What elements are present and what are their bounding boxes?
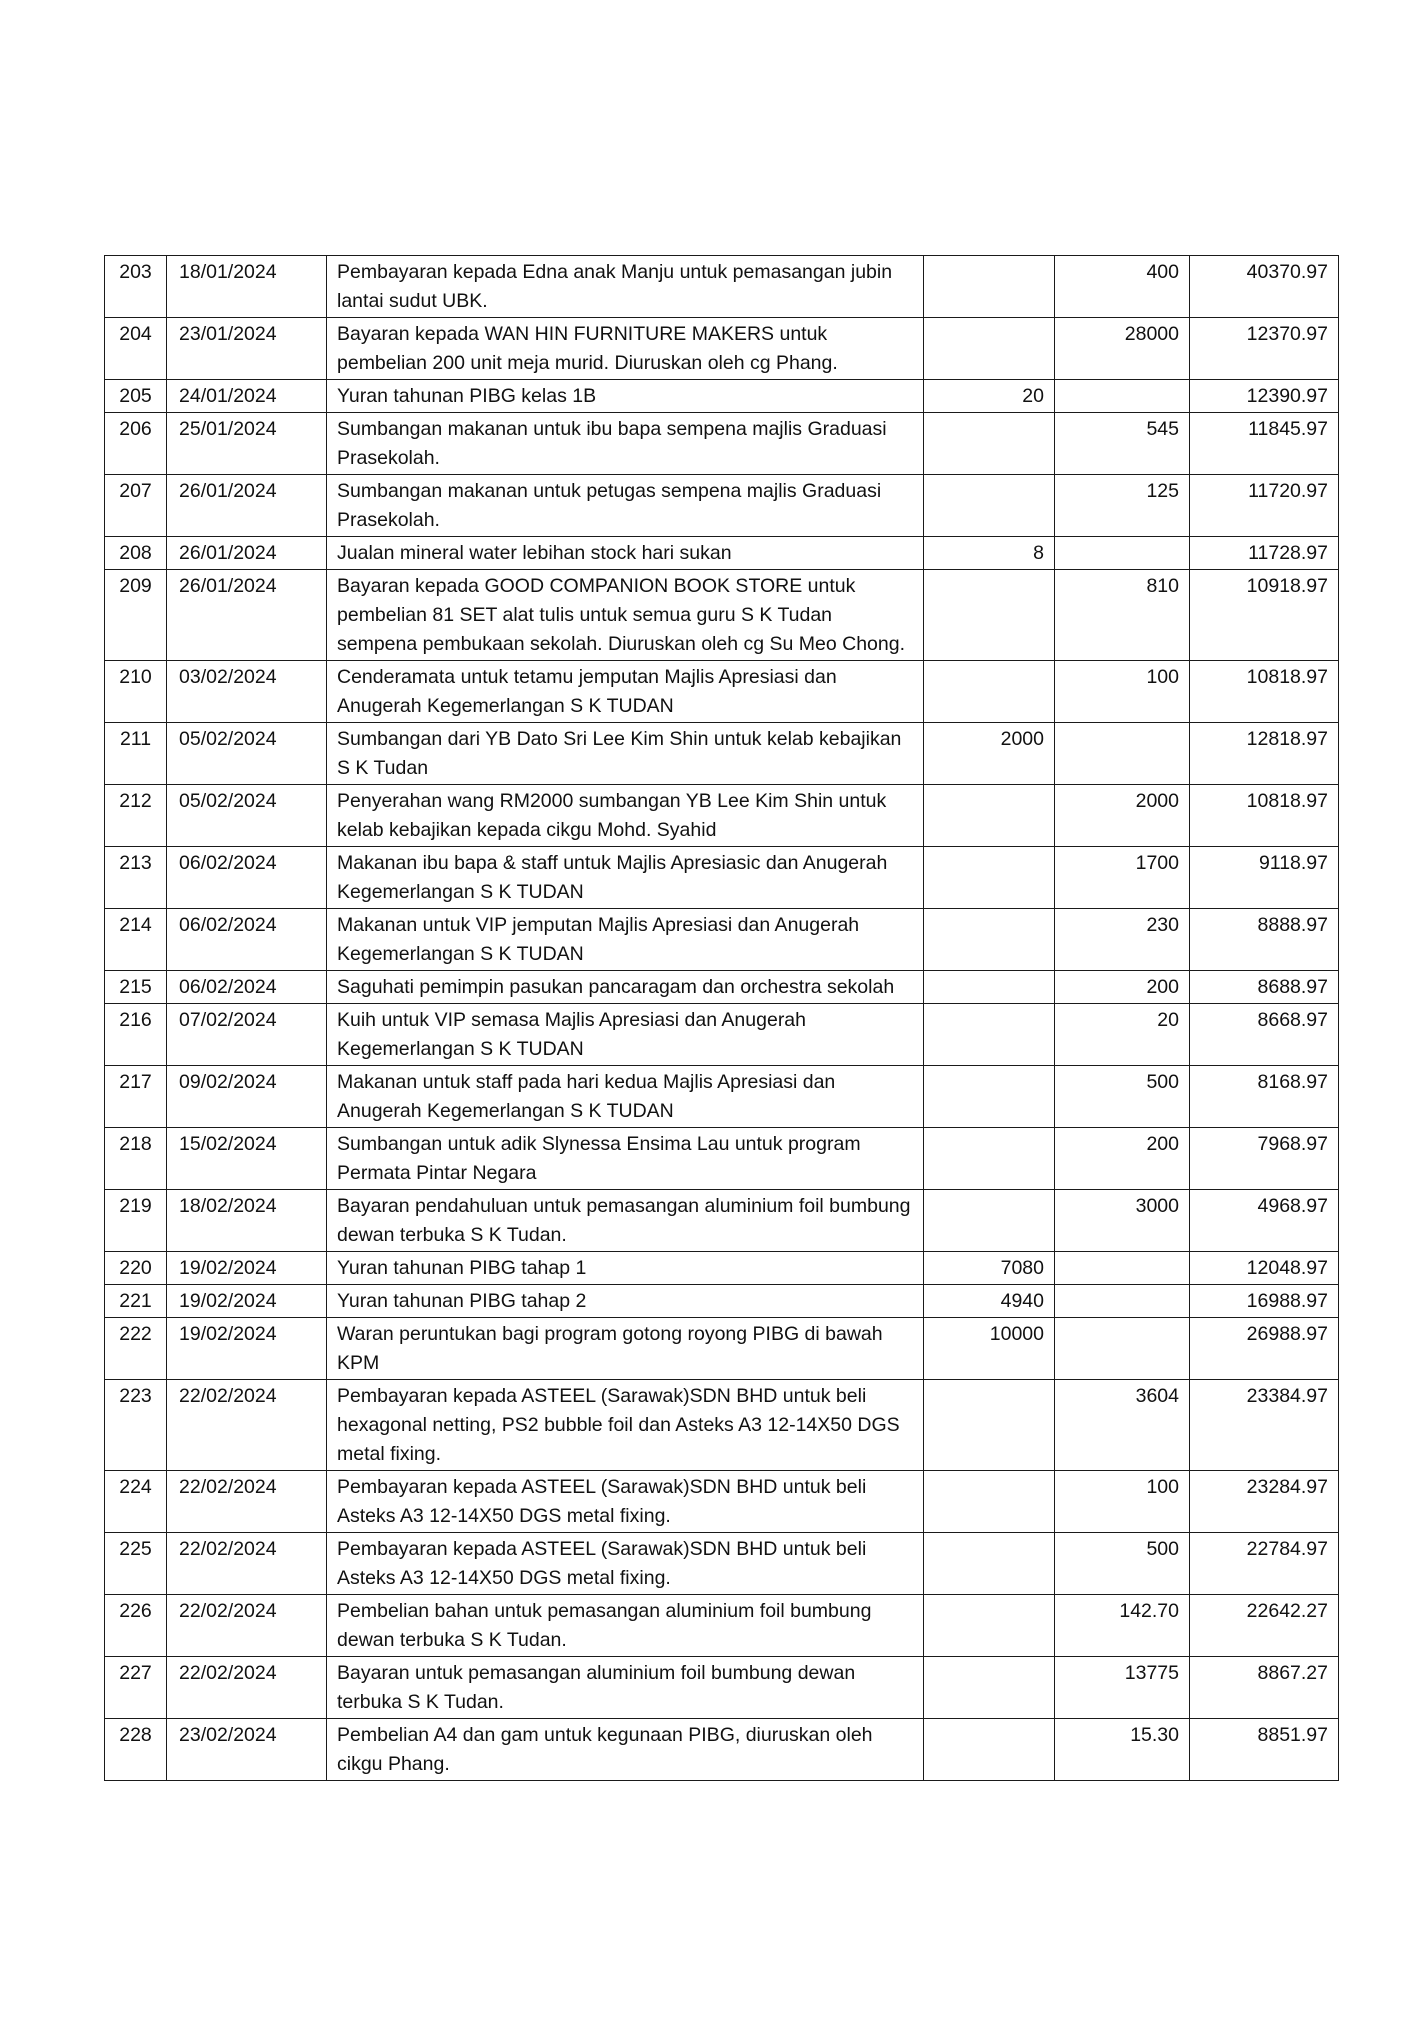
ledger-row — [105, 785, 1339, 847]
entry-number-cell: 217 — [105, 1066, 167, 1128]
date-cell: 06/02/2024 — [167, 971, 327, 1004]
entry-number-cell: 213 — [105, 847, 167, 909]
date-cell: 23/01/2024 — [167, 318, 327, 380]
description-cell: Bayaran kepada GOOD COMPANION BOOK STORE untuk pembelian 81 SET alat tulis untuk semua guru S K Tudan sempena pembukaan sekolah. Diuruskan oleh cg Su Meo Chong. — [327, 570, 924, 661]
date-cell: 19/02/2024 — [167, 1252, 327, 1285]
balance-cell: 11728.97 — [1190, 537, 1339, 570]
description-cell: Pembelian bahan untuk pemasangan aluminium foil bumbung dewan terbuka S K Tudan. — [327, 1595, 924, 1657]
balance-cell: 11720.97 — [1190, 475, 1339, 537]
entry-number-cell: 203 — [105, 256, 167, 318]
ledger-row — [105, 380, 1339, 413]
date-cell: 06/02/2024 — [167, 909, 327, 971]
credit-amount-cell — [924, 785, 1055, 847]
ledger-row — [105, 256, 1339, 318]
balance-cell: 22784.97 — [1190, 1533, 1339, 1595]
description-cell: Pembayaran kepada ASTEEL (Sarawak)SDN BHD untuk beli Asteks A3 12-14X50 DGS metal fixing. — [327, 1533, 924, 1595]
entry-number-cell: 205 — [105, 380, 167, 413]
credit-amount-cell: 20 — [924, 380, 1055, 413]
balance-cell: 12818.97 — [1190, 723, 1339, 785]
entry-number-cell: 206 — [105, 413, 167, 475]
ledger-row — [105, 1252, 1339, 1285]
description-cell: Pembelian A4 dan gam untuk kegunaan PIBG, diuruskan oleh cikgu Phang. — [327, 1719, 924, 1781]
debit-amount-cell: 15.30 — [1055, 1719, 1190, 1781]
credit-amount-cell — [924, 413, 1055, 475]
ledger-row — [105, 1066, 1339, 1128]
ledger-row — [105, 847, 1339, 909]
date-cell: 05/02/2024 — [167, 785, 327, 847]
date-cell: 26/01/2024 — [167, 537, 327, 570]
description-cell: Makanan ibu bapa & staff untuk Majlis Apresiasic dan Anugerah Kegemerlangan S K TUDAN — [327, 847, 924, 909]
balance-cell: 12390.97 — [1190, 380, 1339, 413]
debit-amount-cell: 1700 — [1055, 847, 1190, 909]
entry-number-cell: 224 — [105, 1471, 167, 1533]
credit-amount-cell: 4940 — [924, 1285, 1055, 1318]
debit-amount-cell: 230 — [1055, 909, 1190, 971]
debit-amount-cell — [1055, 1252, 1190, 1285]
credit-amount-cell — [924, 256, 1055, 318]
ledger-row — [105, 971, 1339, 1004]
description-cell: Sumbangan makanan untuk petugas sempena majlis Graduasi Prasekolah. — [327, 475, 924, 537]
debit-amount-cell — [1055, 537, 1190, 570]
balance-cell: 23384.97 — [1190, 1380, 1339, 1471]
balance-cell: 12370.97 — [1190, 318, 1339, 380]
description-cell: Bayaran pendahuluan untuk pemasangan aluminium foil bumbung dewan terbuka S K Tudan. — [327, 1190, 924, 1252]
entry-number-cell: 219 — [105, 1190, 167, 1252]
date-cell: 03/02/2024 — [167, 661, 327, 723]
entry-number-cell: 209 — [105, 570, 167, 661]
ledger-row — [105, 1657, 1339, 1719]
description-cell: Kuih untuk VIP semasa Majlis Apresiasi dan Anugerah Kegemerlangan S K TUDAN — [327, 1004, 924, 1066]
debit-amount-cell: 100 — [1055, 1471, 1190, 1533]
entry-number-cell: 211 — [105, 723, 167, 785]
description-cell: Makanan untuk VIP jemputan Majlis Apresiasi dan Anugerah Kegemerlangan S K TUDAN — [327, 909, 924, 971]
debit-amount-cell: 28000 — [1055, 318, 1190, 380]
description-cell: Makanan untuk staff pada hari kedua Majlis Apresiasi dan Anugerah Kegemerlangan S K TUDAN — [327, 1066, 924, 1128]
credit-amount-cell — [924, 1595, 1055, 1657]
entry-number-cell: 204 — [105, 318, 167, 380]
date-cell: 18/02/2024 — [167, 1190, 327, 1252]
balance-cell: 10818.97 — [1190, 785, 1339, 847]
ledger-body — [105, 256, 1339, 1781]
debit-amount-cell: 200 — [1055, 971, 1190, 1004]
entry-number-cell: 222 — [105, 1318, 167, 1380]
credit-amount-cell — [924, 847, 1055, 909]
ledger-row — [105, 1471, 1339, 1533]
date-cell: 09/02/2024 — [167, 1066, 327, 1128]
debit-amount-cell: 810 — [1055, 570, 1190, 661]
debit-amount-cell: 545 — [1055, 413, 1190, 475]
description-cell: Waran peruntukan bagi program gotong royong PIBG di bawah KPM — [327, 1318, 924, 1380]
entry-number-cell: 221 — [105, 1285, 167, 1318]
debit-amount-cell: 100 — [1055, 661, 1190, 723]
credit-amount-cell — [924, 1004, 1055, 1066]
description-cell: Cenderamata untuk tetamu jemputan Majlis Apresiasi dan Anugerah Kegemerlangan S K TUDAN — [327, 661, 924, 723]
debit-amount-cell: 200 — [1055, 1128, 1190, 1190]
balance-cell: 11845.97 — [1190, 413, 1339, 475]
ledger-row — [105, 570, 1339, 661]
credit-amount-cell — [924, 1719, 1055, 1781]
debit-amount-cell — [1055, 1318, 1190, 1380]
ledger-row — [105, 413, 1339, 475]
credit-amount-cell — [924, 1471, 1055, 1533]
credit-amount-cell: 8 — [924, 537, 1055, 570]
date-cell: 22/02/2024 — [167, 1471, 327, 1533]
balance-cell: 26988.97 — [1190, 1318, 1339, 1380]
balance-cell: 10918.97 — [1190, 570, 1339, 661]
debit-amount-cell: 500 — [1055, 1066, 1190, 1128]
description-cell: Sumbangan makanan untuk ibu bapa sempena majlis Graduasi Prasekolah. — [327, 413, 924, 475]
debit-amount-cell: 13775 — [1055, 1657, 1190, 1719]
description-cell: Yuran tahunan PIBG tahap 2 — [327, 1285, 924, 1318]
entry-number-cell: 210 — [105, 661, 167, 723]
ledger-row — [105, 1318, 1339, 1380]
balance-cell: 10818.97 — [1190, 661, 1339, 723]
entry-number-cell: 218 — [105, 1128, 167, 1190]
entry-number-cell: 212 — [105, 785, 167, 847]
ledger-row — [105, 909, 1339, 971]
credit-amount-cell: 10000 — [924, 1318, 1055, 1380]
credit-amount-cell — [924, 318, 1055, 380]
debit-amount-cell: 3604 — [1055, 1380, 1190, 1471]
ledger-row — [105, 1004, 1339, 1066]
description-cell: Bayaran untuk pemasangan aluminium foil bumbung dewan terbuka S K Tudan. — [327, 1657, 924, 1719]
debit-amount-cell — [1055, 723, 1190, 785]
description-cell: Sumbangan untuk adik Slynessa Ensima Lau untuk program Permata Pintar Negara — [327, 1128, 924, 1190]
debit-amount-cell: 125 — [1055, 475, 1190, 537]
entry-number-cell: 226 — [105, 1595, 167, 1657]
balance-cell: 8867.27 — [1190, 1657, 1339, 1719]
credit-amount-cell — [924, 971, 1055, 1004]
debit-amount-cell — [1055, 1285, 1190, 1318]
description-cell: Yuran tahunan PIBG tahap 1 — [327, 1252, 924, 1285]
ledger-row — [105, 1719, 1339, 1781]
balance-cell: 8688.97 — [1190, 971, 1339, 1004]
entry-number-cell: 220 — [105, 1252, 167, 1285]
description-cell: Saguhati pemimpin pasukan pancaragam dan orchestra sekolah — [327, 971, 924, 1004]
entry-number-cell: 215 — [105, 971, 167, 1004]
balance-cell: 23284.97 — [1190, 1471, 1339, 1533]
date-cell: 06/02/2024 — [167, 847, 327, 909]
balance-cell: 7968.97 — [1190, 1128, 1339, 1190]
debit-amount-cell: 500 — [1055, 1533, 1190, 1595]
credit-amount-cell — [924, 1380, 1055, 1471]
ledger-row — [105, 1190, 1339, 1252]
debit-amount-cell: 3000 — [1055, 1190, 1190, 1252]
balance-cell: 8888.97 — [1190, 909, 1339, 971]
ledger-row — [105, 537, 1339, 570]
entry-number-cell: 208 — [105, 537, 167, 570]
credit-amount-cell — [924, 909, 1055, 971]
balance-cell: 16988.97 — [1190, 1285, 1339, 1318]
debit-amount-cell: 400 — [1055, 256, 1190, 318]
description-cell: Pembayaran kepada Edna anak Manju untuk pemasangan jubin lantai sudut UBK. — [327, 256, 924, 318]
credit-amount-cell — [924, 1190, 1055, 1252]
balance-cell: 40370.97 — [1190, 256, 1339, 318]
ledger-row — [105, 475, 1339, 537]
ledger-row — [105, 723, 1339, 785]
date-cell: 25/01/2024 — [167, 413, 327, 475]
date-cell: 15/02/2024 — [167, 1128, 327, 1190]
description-cell: Jualan mineral water lebihan stock hari sukan — [327, 537, 924, 570]
debit-amount-cell — [1055, 380, 1190, 413]
ledger-row — [105, 318, 1339, 380]
entry-number-cell: 216 — [105, 1004, 167, 1066]
credit-amount-cell: 2000 — [924, 723, 1055, 785]
date-cell: 23/02/2024 — [167, 1719, 327, 1781]
credit-amount-cell — [924, 1657, 1055, 1719]
description-cell: Penyerahan wang RM2000 sumbangan YB Lee Kim Shin untuk kelab kebajikan kepada cikgu Mohd. Syahid — [327, 785, 924, 847]
description-cell: Pembayaran kepada ASTEEL (Sarawak)SDN BHD untuk beli hexagonal netting, PS2 bubble foil dan Asteks A3 12-14X50 DGS metal fixing. — [327, 1380, 924, 1471]
date-cell: 24/01/2024 — [167, 380, 327, 413]
balance-cell: 8168.97 — [1190, 1066, 1339, 1128]
entry-number-cell: 207 — [105, 475, 167, 537]
debit-amount-cell: 20 — [1055, 1004, 1190, 1066]
credit-amount-cell — [924, 1066, 1055, 1128]
entry-number-cell: 225 — [105, 1533, 167, 1595]
balance-cell: 8668.97 — [1190, 1004, 1339, 1066]
ledger-table — [104, 255, 1339, 1781]
ledger-row — [105, 1285, 1339, 1318]
description-cell: Sumbangan dari YB Dato Sri Lee Kim Shin untuk kelab kebajikan S K Tudan — [327, 723, 924, 785]
credit-amount-cell: 7080 — [924, 1252, 1055, 1285]
date-cell: 19/02/2024 — [167, 1285, 327, 1318]
entry-number-cell: 228 — [105, 1719, 167, 1781]
ledger-row — [105, 1380, 1339, 1471]
description-cell: Yuran tahunan PIBG kelas 1B — [327, 380, 924, 413]
credit-amount-cell — [924, 1533, 1055, 1595]
entry-number-cell: 223 — [105, 1380, 167, 1471]
credit-amount-cell — [924, 1128, 1055, 1190]
description-cell: Bayaran kepada WAN HIN FURNITURE MAKERS untuk pembelian 200 unit meja murid. Diuruskan oleh cg Phang. — [327, 318, 924, 380]
credit-amount-cell — [924, 570, 1055, 661]
balance-cell: 4968.97 — [1190, 1190, 1339, 1252]
date-cell: 26/01/2024 — [167, 475, 327, 537]
ledger-row — [105, 1533, 1339, 1595]
ledger-row — [105, 1595, 1339, 1657]
entry-number-cell: 214 — [105, 909, 167, 971]
balance-cell: 8851.97 — [1190, 1719, 1339, 1781]
balance-cell: 9118.97 — [1190, 847, 1339, 909]
ledger-row — [105, 1128, 1339, 1190]
date-cell: 26/01/2024 — [167, 570, 327, 661]
balance-cell: 22642.27 — [1190, 1595, 1339, 1657]
credit-amount-cell — [924, 661, 1055, 723]
description-cell: Pembayaran kepada ASTEEL (Sarawak)SDN BHD untuk beli Asteks A3 12-14X50 DGS metal fixing. — [327, 1471, 924, 1533]
balance-cell: 12048.97 — [1190, 1252, 1339, 1285]
date-cell: 22/02/2024 — [167, 1533, 327, 1595]
date-cell: 05/02/2024 — [167, 723, 327, 785]
ledger-row — [105, 661, 1339, 723]
date-cell: 22/02/2024 — [167, 1657, 327, 1719]
date-cell: 19/02/2024 — [167, 1318, 327, 1380]
date-cell: 07/02/2024 — [167, 1004, 327, 1066]
debit-amount-cell: 142.70 — [1055, 1595, 1190, 1657]
date-cell: 22/02/2024 — [167, 1595, 327, 1657]
entry-number-cell: 227 — [105, 1657, 167, 1719]
debit-amount-cell: 2000 — [1055, 785, 1190, 847]
credit-amount-cell — [924, 475, 1055, 537]
date-cell: 22/02/2024 — [167, 1380, 327, 1471]
date-cell: 18/01/2024 — [167, 256, 327, 318]
